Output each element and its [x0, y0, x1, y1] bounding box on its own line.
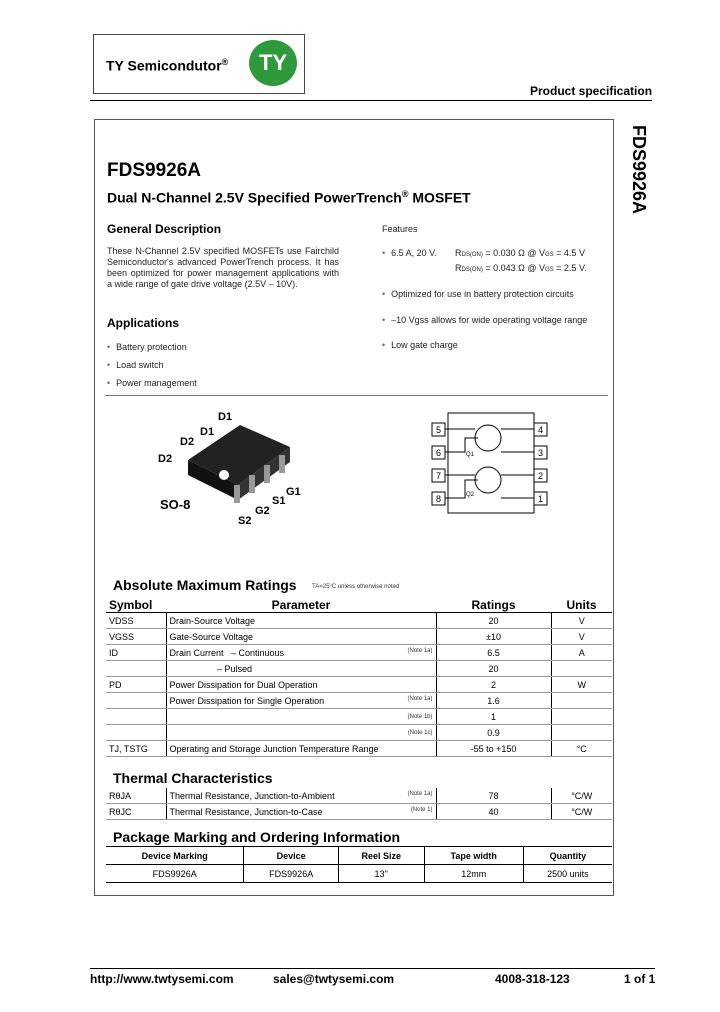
table-cell — [166, 709, 436, 725]
table-row — [106, 804, 612, 820]
table-row — [106, 661, 612, 677]
feature-item: • Optimized for use in battery protection circuits — [382, 289, 574, 299]
cell-text: Power Dissipation for Dual Operation — [169, 679, 318, 690]
product-spec-label: Product specification — [530, 84, 653, 98]
table-cell — [436, 693, 551, 709]
pin-label: S1 — [272, 495, 286, 507]
table-cell — [551, 645, 612, 661]
cell-text: Drain-Source Voltage — [169, 615, 256, 626]
pin-label: D1 — [218, 411, 233, 423]
cell-text: VDSS — [109, 615, 134, 626]
col-header: Device — [244, 847, 339, 865]
col-header: Device Marking — [106, 847, 244, 865]
pin-label: G1 — [286, 486, 301, 498]
pin-number: 3 — [537, 448, 544, 458]
ordering-table — [106, 846, 612, 883]
feature-item: • 6.5 A, 20 V. — [382, 248, 437, 258]
table-row — [106, 629, 612, 645]
table-cell — [106, 725, 166, 741]
table-cell — [551, 677, 612, 693]
cell-text: RθJC — [109, 806, 132, 817]
pin-number: 8 — [435, 494, 442, 504]
pin-label: D2 — [180, 436, 195, 448]
table-cell — [106, 709, 166, 725]
cell-text: – Pulsed — [169, 663, 253, 674]
pin-label: S2 — [238, 515, 252, 527]
table-cell — [436, 725, 551, 741]
table-row — [106, 709, 612, 725]
table-cell — [551, 741, 612, 757]
col-header: Tape width — [424, 847, 523, 865]
feature-rds1: RDS(ON) = 0.030 Ω @ VGS = 4.5 V — [455, 248, 585, 258]
table-cell — [551, 804, 612, 820]
pin-number: 2 — [537, 471, 544, 481]
cell-text: RθJA — [109, 790, 132, 801]
table-cell — [166, 677, 436, 693]
table-cell — [436, 804, 551, 820]
header-rule — [90, 100, 652, 101]
table-cell — [106, 613, 166, 629]
cell-text: °C — [576, 743, 587, 754]
company-logo: TY — [249, 40, 297, 86]
pin-number: 6 — [435, 448, 442, 458]
table-cell: FDS9926A — [244, 865, 339, 883]
note-ref: (Note 1) — [410, 806, 433, 813]
applications-heading: Applications — [107, 316, 180, 330]
cell-text: 20 — [488, 615, 499, 626]
q2-label: Q2 — [466, 492, 475, 498]
pinout-schematic — [430, 410, 552, 515]
table-cell — [106, 661, 166, 677]
footer-page: 1 of 1 — [624, 972, 656, 986]
logo-box — [93, 34, 305, 94]
pin-label: G2 — [255, 505, 270, 517]
general-description-heading: General Description — [107, 222, 222, 236]
cell-text: ID — [109, 647, 118, 658]
cell-text: Gate-Source Voltage — [169, 631, 254, 642]
amr-condition: TA=25°C unless otherwise noted — [312, 584, 400, 590]
note-ref: (Note 1c) — [407, 729, 433, 736]
cell-text: ±10 — [486, 631, 501, 642]
table-cell: 12mm — [424, 865, 523, 883]
so8-package-drawing — [150, 405, 320, 530]
cell-text: Thermal Resistance, Junction-to-Ambient — [169, 790, 335, 801]
features-heading: Features — [382, 224, 418, 234]
cell-text: Drain Current – Continuous — [169, 647, 285, 658]
cell-text: 2 — [490, 679, 496, 690]
cell-text: 0.9 — [487, 727, 500, 738]
note-ref: (Note 1a) — [407, 647, 433, 654]
pin-label: D2 — [158, 453, 173, 465]
table-cell — [166, 629, 436, 645]
amr-table — [106, 597, 612, 757]
col-header: Ratings — [436, 597, 551, 613]
table-cell — [551, 693, 612, 709]
ordering-heading: Package Marking and Ordering Information — [113, 829, 401, 845]
cell-text: Operating and Storage Junction Temperature Range — [169, 743, 379, 754]
table-cell — [551, 788, 612, 804]
company-name: TY Semicondutor® — [106, 57, 229, 74]
footer-url[interactable]: http://www.twtysemi.com — [90, 972, 234, 986]
footer-email[interactable]: sales@twtysemi.com — [273, 972, 395, 986]
table-row — [106, 788, 612, 804]
table-cell — [106, 788, 166, 804]
table-cell — [551, 661, 612, 677]
pin-label: D1 — [200, 426, 215, 438]
col-header: Symbol — [106, 597, 166, 613]
table-cell: FDS9926A — [106, 865, 244, 883]
cell-text: 78 — [488, 790, 499, 801]
table-cell — [106, 804, 166, 820]
table-cell — [106, 741, 166, 757]
feature-item: • –10 Vgss allows for wide operating voltage range — [382, 315, 588, 325]
table-cell — [166, 661, 436, 677]
table-cell — [106, 693, 166, 709]
table-cell: 2500 units — [523, 865, 612, 883]
thermal-heading: Thermal Characteristics — [113, 770, 273, 786]
col-header: Parameter — [166, 597, 436, 613]
cell-text: PD — [109, 679, 122, 690]
table-cell — [166, 804, 436, 820]
table-cell — [436, 709, 551, 725]
cell-text: V — [578, 615, 585, 626]
cell-text: °C/W — [571, 790, 593, 801]
cell-text: -55 to +150 — [470, 743, 517, 754]
thermal-table — [106, 788, 612, 820]
note-ref: (Note 1a) — [407, 695, 433, 702]
table-cell — [436, 788, 551, 804]
mosfet-q1 — [475, 425, 501, 451]
list-item: • Battery protection — [107, 342, 187, 352]
cell-text: VGSS — [109, 631, 135, 642]
table-cell — [551, 629, 612, 645]
q1-label: Q1 — [466, 452, 475, 458]
table-cell — [106, 645, 166, 661]
mosfet-q2 — [475, 467, 501, 493]
note-ref: (Note 1a) — [407, 790, 433, 797]
cell-text: Power Dissipation for Single Operation — [169, 695, 325, 706]
col-header: Units — [551, 597, 612, 613]
table-row — [106, 645, 612, 661]
table-cell — [436, 741, 551, 757]
table-cell: 13'' — [339, 865, 425, 883]
table-cell — [436, 629, 551, 645]
cell-text: Thermal Resistance, Junction-to-Case — [169, 806, 323, 817]
amr-heading: Absolute Maximum Ratings — [113, 577, 297, 593]
cell-text: 1.6 — [487, 695, 500, 706]
table-cell — [106, 629, 166, 645]
package-label: SO-8 — [160, 497, 191, 512]
feature-item: • Low gate charge — [382, 340, 458, 350]
table-cell — [551, 613, 612, 629]
list-item: • Load switch — [107, 360, 164, 370]
table-row — [106, 677, 612, 693]
cell-text: V — [578, 631, 585, 642]
table-cell — [166, 725, 436, 741]
cell-text: °C/W — [571, 806, 593, 817]
cell-text: 1 — [490, 711, 496, 722]
general-description-text: These N-Channel 2.5V specified MOSFETs use Fairchild Semiconductor's advanced PowerTrench process. It has been optimized for power management applications with a wide range of gate drive voltage (2.5V – 10V). — [107, 246, 339, 289]
table-cell — [436, 677, 551, 693]
table-cell — [106, 677, 166, 693]
table-cell — [166, 645, 436, 661]
list-item: • Power management — [107, 378, 197, 388]
part-number: FDS9926A — [107, 160, 201, 181]
pin-number: 4 — [537, 425, 544, 435]
table-row — [106, 741, 612, 757]
cell-text: W — [577, 679, 586, 690]
table-cell — [166, 741, 436, 757]
pin-number: 1 — [537, 494, 544, 504]
cell-text: 20 — [488, 663, 499, 674]
table-cell — [551, 725, 612, 741]
col-header: Quantity — [523, 847, 612, 865]
table-row — [106, 613, 612, 629]
pin1-dot — [219, 470, 229, 480]
footer-phone: 4008-318-123 — [495, 972, 570, 986]
table-row — [106, 725, 612, 741]
feature-rds2: RDS(ON) = 0.043 Ω @ VGS = 2.5 V. — [455, 263, 587, 273]
pin-number: 5 — [435, 425, 442, 435]
cell-text: A — [578, 647, 585, 658]
table-cell — [436, 661, 551, 677]
cell-text: 6.5 — [487, 647, 500, 658]
footer-rule — [90, 968, 655, 969]
pin-number: 7 — [435, 471, 442, 481]
cell-text: 40 — [488, 806, 499, 817]
table-row — [106, 693, 612, 709]
table-cell — [436, 645, 551, 661]
subtitle: Dual N-Channel 2.5V Specified PowerTrench® MOSFET — [107, 189, 471, 206]
table-cell — [436, 613, 551, 629]
table-cell — [551, 709, 612, 725]
col-header: Reel Size — [339, 847, 425, 865]
section-divider — [105, 395, 608, 397]
side-title: FDS9926A — [629, 125, 649, 215]
note-ref: (Note 1b) — [407, 713, 433, 720]
table-cell — [166, 693, 436, 709]
cell-text: TJ, TSTG — [109, 743, 148, 754]
table-cell — [166, 613, 436, 629]
table-cell — [166, 788, 436, 804]
